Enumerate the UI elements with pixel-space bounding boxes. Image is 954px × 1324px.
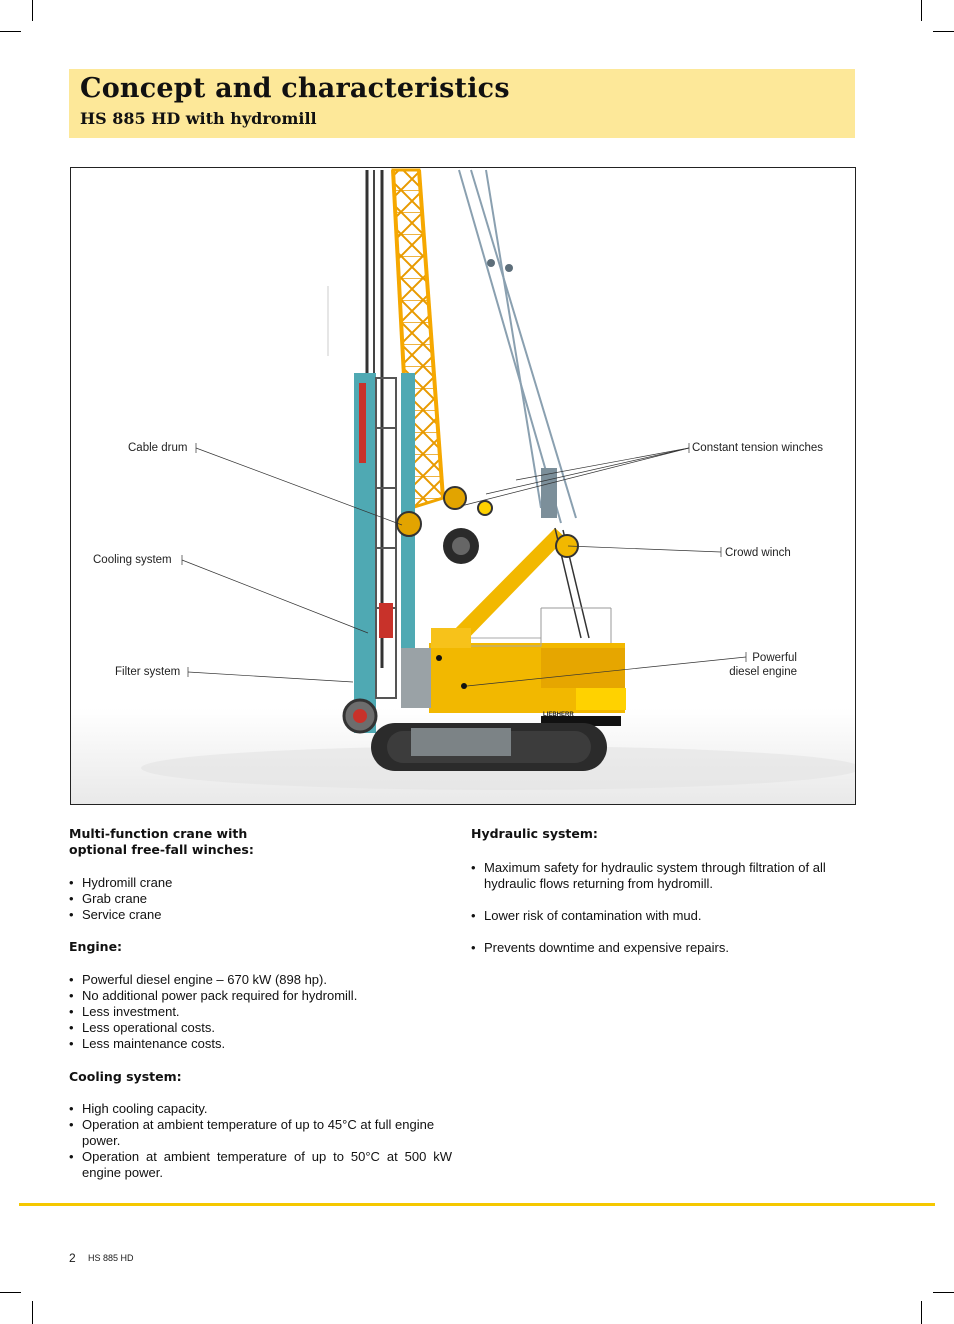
footer-title: HS 885 HD [88,1253,134,1263]
list-item: • Operation at ambient temperature of up to 45°C at full engine power. [69,1117,452,1149]
crop-mark [933,1292,954,1293]
footer-rule [19,1203,935,1206]
list-item: • Less investment. [69,1004,452,1020]
page-title: Concept and characteristics [80,73,510,104]
crop-mark [0,1292,21,1293]
machine-logo-text: LIEBHERR [543,712,574,718]
label-constant-tension-winches: Constant tension winches [692,442,824,454]
multifunction-heading [69,826,452,858]
crop-mark [921,1301,922,1324]
engine-list [69,972,452,1052]
page-number: 2 [69,1251,76,1265]
label-diesel-engine-line2: diesel engine [729,666,797,678]
machine-figure [70,167,856,805]
list-item: • Maximum safety for hydraulic system through filtration of all hydraulic flows returning from hydromill. [471,860,855,892]
page-subtitle: HS 885 HD with hydromill [80,109,317,128]
hydraulic-heading: Hydraulic system: [471,826,598,841]
multifunction-heading-line2: optional free-fall winches: [69,842,254,857]
list-item: • Powerful diesel engine – 670 kW (898 hp). [69,972,452,988]
title-banner [69,69,855,138]
list-item: • Prevents downtime and expensive repairs. [471,940,855,956]
list-item: • No additional power pack required for hydromill. [69,988,452,1004]
hydraulic-list [471,860,855,956]
right-column [471,826,855,956]
label-crowd-winch: Crowd winch [725,547,791,559]
label-diesel-engine [725,651,797,679]
crop-mark [933,31,954,32]
crop-mark [32,0,33,21]
crop-mark [921,0,922,21]
leader-lines [71,168,855,804]
cooling-heading: Cooling system: [69,1069,182,1084]
left-column [69,826,452,1181]
multifunction-list [69,875,452,923]
crop-mark [32,1301,33,1324]
label-diesel-engine-line1: Powerful [752,652,797,664]
list-item: • Operation at ambient temperature of up to 50°C at 500 kW engine power. [69,1149,452,1181]
multifunction-heading-line1: Multi-function crane with [69,826,248,841]
cooling-list [69,1101,452,1181]
list-item: • Service crane [69,907,452,923]
list-item: • Lower risk of contamination with mud. [471,908,855,924]
label-filter-system: Filter system [115,666,181,678]
label-cable-drum: Cable drum [128,442,188,454]
list-item: • Less maintenance costs. [69,1036,452,1052]
engine-heading: Engine: [69,939,123,954]
crop-mark [0,31,21,32]
list-item: • Less operational costs. [69,1020,452,1036]
list-item: • Hydromill crane [69,875,452,891]
list-item: • High cooling capacity. [69,1101,452,1117]
list-item: • Grab crane [69,891,452,907]
label-cooling-system: Cooling system [93,554,172,566]
